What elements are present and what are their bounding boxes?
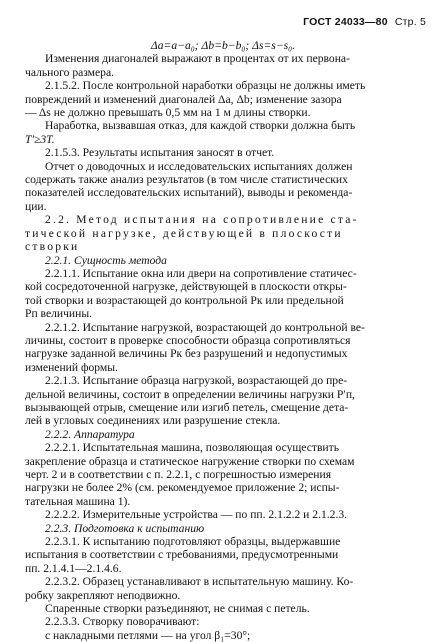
text-line: лей в угловых соединениях или разрушение стекла. xyxy=(25,414,281,428)
section-heading: 2.2. Метод испытания на сопротивление ста- xyxy=(45,213,359,227)
text-line: 2.2.2.1. Испытательная машина, позволяющая осуществить xyxy=(45,441,339,455)
document-body xyxy=(25,39,421,642)
formula-line: Δa=a−a₀; Δb=b−b₀; Δs=s−s₀. xyxy=(150,39,296,52)
text-line: 2.2.3.2. Образец устанавливают в испытательную машину. Ко- xyxy=(45,575,354,589)
text-line: ции. xyxy=(25,199,47,213)
subsection-heading: 2.2.3. Подготовка к испытанию xyxy=(45,521,205,535)
text-line: — Δs не должно превышать 0,5 мм на 1 м длины створки. xyxy=(25,106,311,120)
text-line: T′≥3T. xyxy=(25,132,55,146)
text-line: Спаренные створки разъединяют, не снимая с петель. xyxy=(45,602,310,616)
text-line: 2.2.1.2. Испытание нагрузкой, возрастающей до контрольной ве- xyxy=(45,320,365,334)
text-line: личины, состоит в проверке способности образца сопротивляться xyxy=(25,333,351,347)
text-line: 2.2.2.2. Измерительные устройства — по пп. 2.1.2.2 и 2.1.2.3. xyxy=(45,508,348,522)
text-line: Отчет о доводочных и исследовательских испытаниях должен xyxy=(45,159,353,173)
text-line: закрепление образца и статическое нагружение створки по схемам xyxy=(25,454,355,468)
text-line: нагрузке заданной величины Pк без разрушений и недопустимых xyxy=(25,347,348,361)
text-line: дельной величины, состоит в определении величины нагрузки P′п, xyxy=(25,387,355,401)
text-line: изменений формы. xyxy=(25,360,118,374)
text-line: чального размера. xyxy=(25,65,114,79)
page-number: Стр. 5 xyxy=(394,16,426,28)
text-line: пп. 2.1.4.1—2.1.4.6. xyxy=(25,561,122,575)
subsection-heading: 2.2.1. Сущность метода xyxy=(45,253,167,267)
section-heading: тической нагрузке, действующей в плоскости xyxy=(25,226,343,240)
text-line: с накладными петлями — на угол β₁=30°; xyxy=(45,628,251,642)
text-line: той створки и возрастающей до контрольной Pк или предельной xyxy=(25,293,344,307)
section-heading: створки xyxy=(25,240,80,254)
text-line: Изменения диагоналей выражают в процентах от их первона- xyxy=(45,52,350,66)
text-line: повреждений и изменений диагоналей Δa, Δb; изменение зазора xyxy=(25,92,342,106)
subsection-heading: 2.2.2. Аппаратура xyxy=(45,427,135,441)
text-line: 2.2.1.3. Испытание образца нагрузкой, возрастающей до пре- xyxy=(45,374,348,388)
text-line: 2.1.5.2. После контрольной наработки образцы не должны иметь xyxy=(45,79,366,93)
text-line: 2.2.1.1. Испытание окна или двери на сопротивление статичес- xyxy=(45,266,357,280)
text-line: Pп величины. xyxy=(25,307,93,321)
text-line: нагрузки не более 2% (см. рекомендуемое приложение 2; испы- xyxy=(25,481,340,495)
page-header xyxy=(303,16,426,28)
text-line: черт. 2 и в соответствии с п. 2.2.1, с погрешностью измерения xyxy=(25,468,332,481)
text-line: вызывающей отрыв, смещение или изгиб петель, смещение дета- xyxy=(25,400,349,414)
text-line: 2.2.3.1. К испытанию подготовляют образцы, выдержавшие xyxy=(45,535,341,549)
text-line: робку закрепляют неподвижно. xyxy=(25,588,181,602)
text-line: 2.1.5.3. Результаты испытания заносят в отчет. xyxy=(45,146,275,160)
text-line: 2.2.3.3. Створку поворачивают: xyxy=(45,615,200,629)
text-line: тательная машина 1). xyxy=(25,494,131,508)
text-line: испытания в соответствии с требованиями, предусмотренными xyxy=(25,548,339,562)
text-line: содержать также анализ результатов (в том числе статистических xyxy=(25,173,348,187)
text-line: кой сосредоточенной нагрузке, действующей в плоскости откры- xyxy=(25,280,347,294)
text-line: Наработка, вызвавшая отказ, для каждой створки должна быть xyxy=(45,119,356,133)
text-line: показателей исследовательских испытаний), выводы и рекоменда- xyxy=(25,186,353,200)
standard-number: ГОСТ 24033—80 xyxy=(303,16,388,28)
